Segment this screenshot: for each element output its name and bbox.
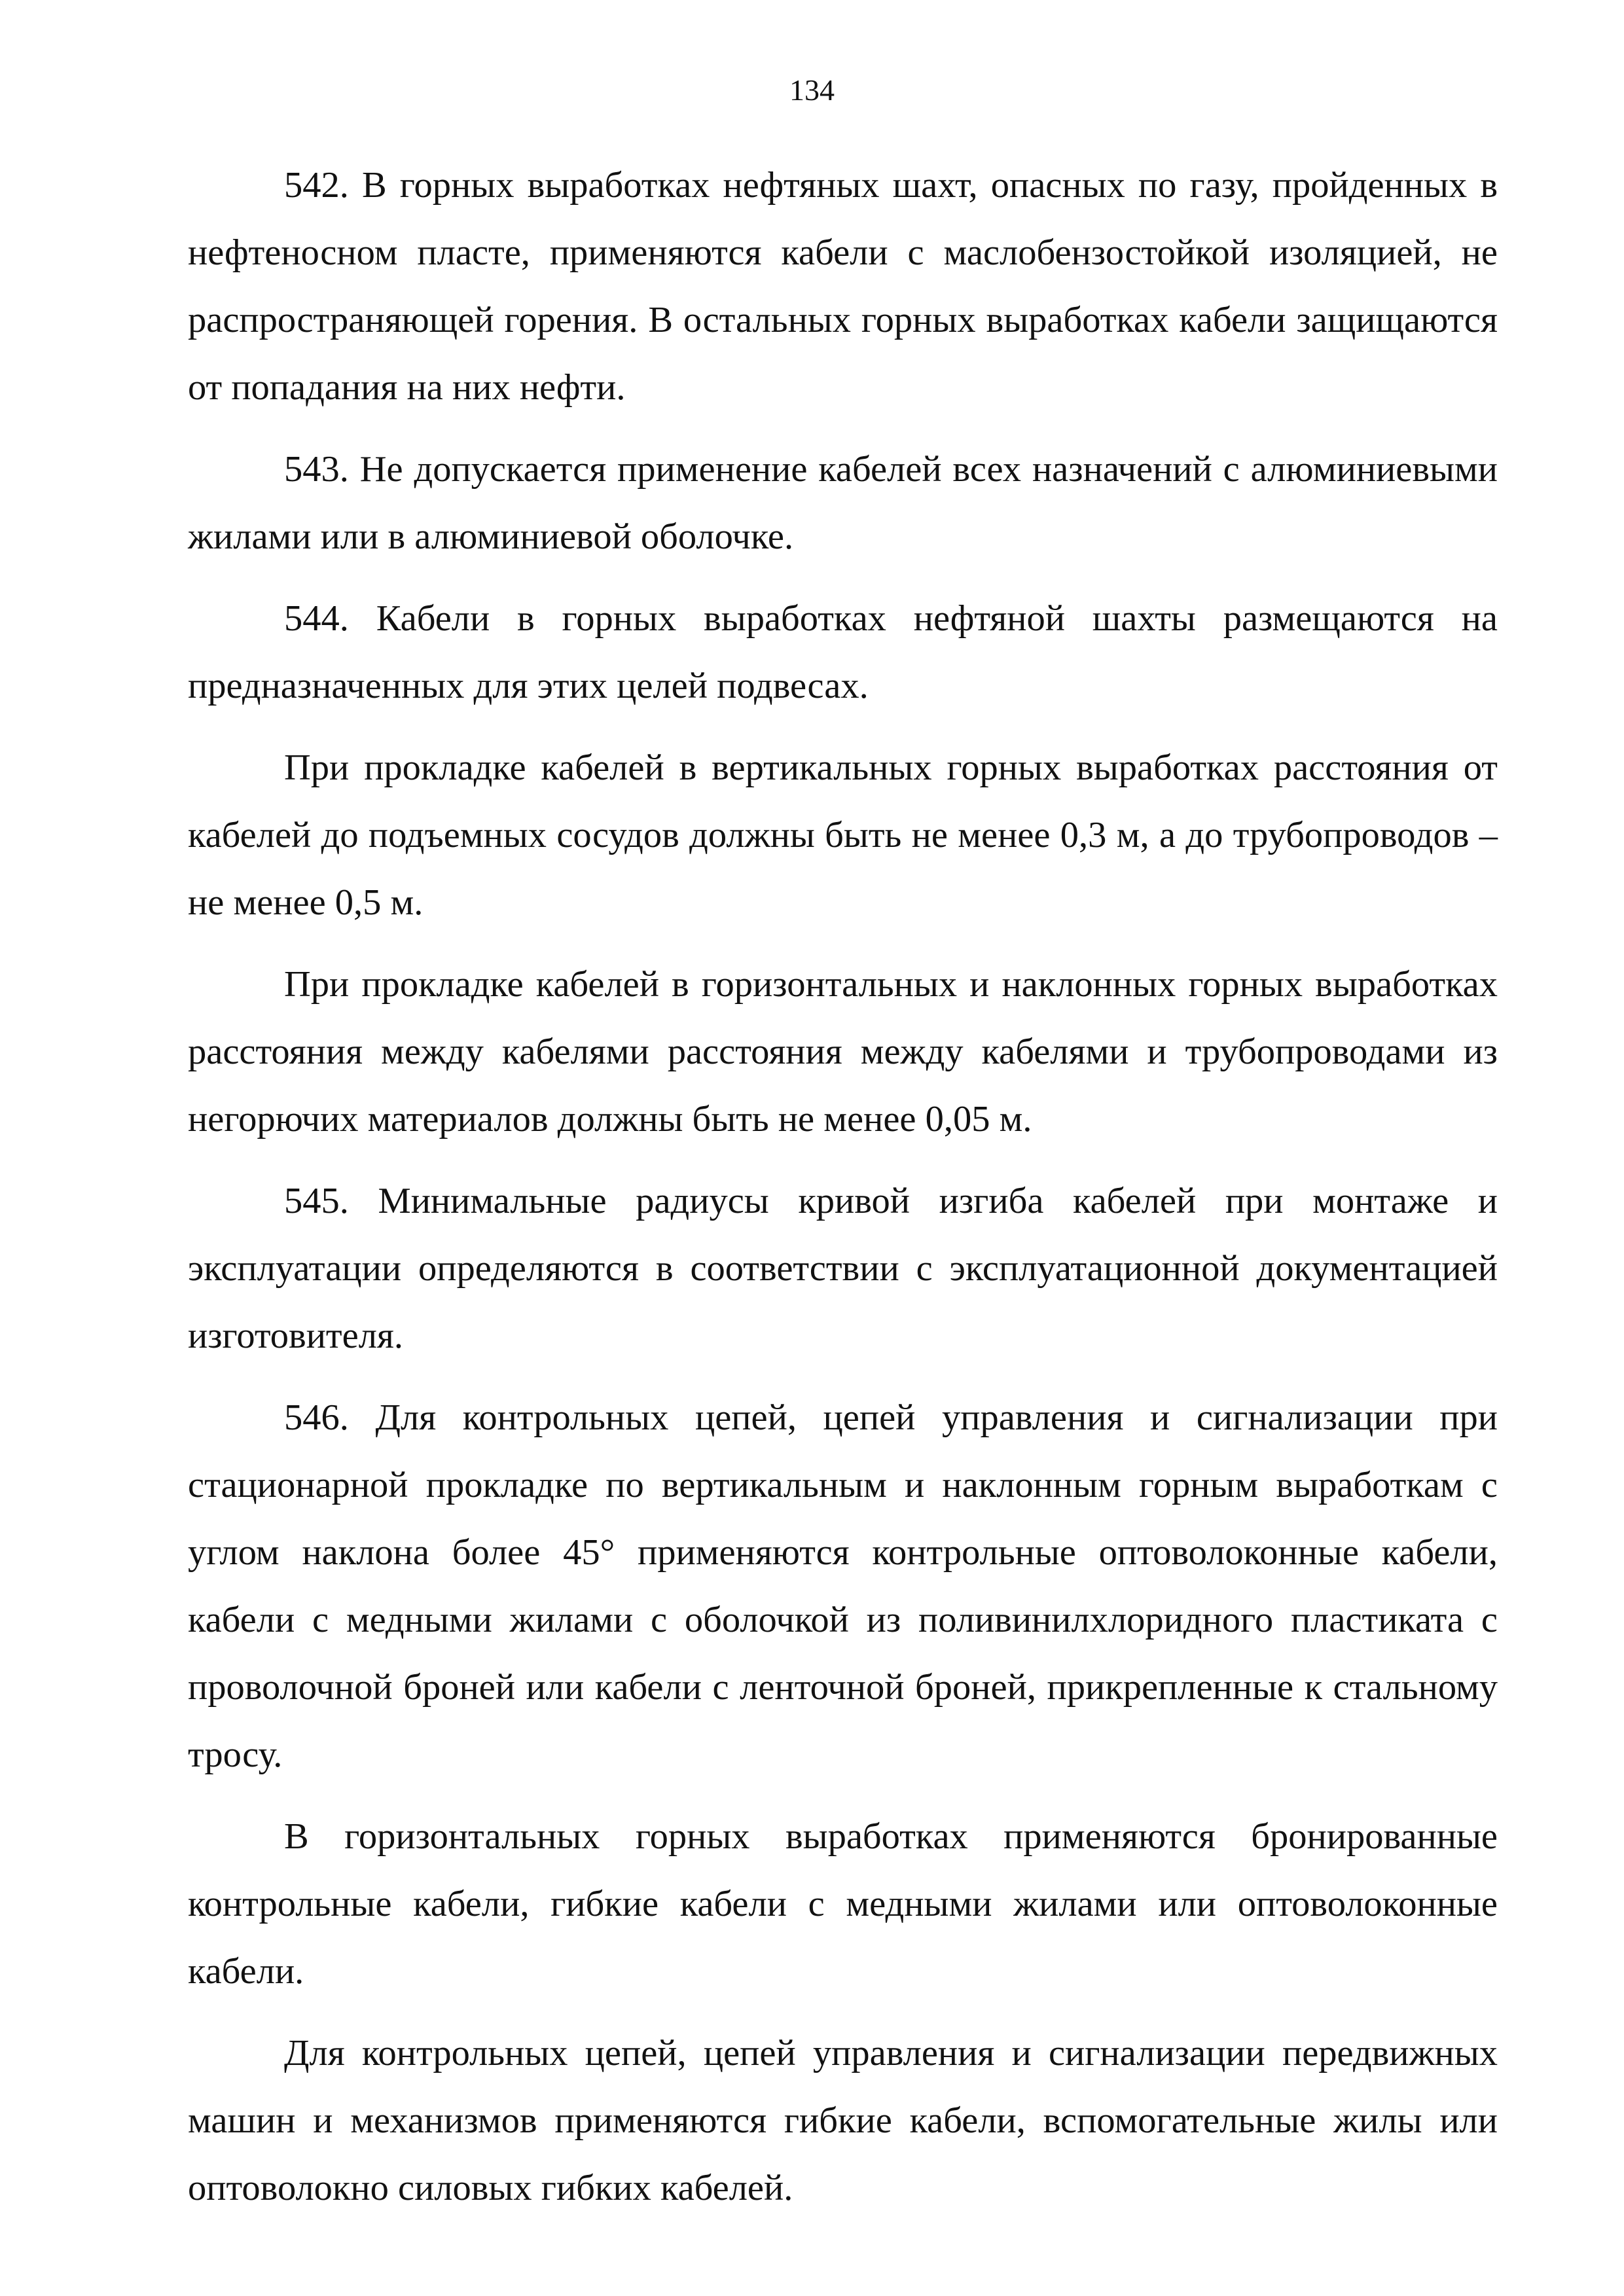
paragraph-horizontal-cables: В горизонтальных горных выработках применяются бронированные контрольные кабели, гибкие кабели с медными жилами или оптоволоконные кабели.: [188, 1816, 1498, 1992]
paragraph-544: 544. Кабели в горных выработках нефтяной шахты размещаются на предназначенных для этих целей подвесах.: [188, 598, 1498, 706]
paragraph-545: 545. Минимальные радиусы кривой изгиба кабелей при монтаже и эксплуатации определяются в соответствии с эксплуатационной документацией изготовителя.: [188, 1181, 1498, 1356]
page-number: 134: [789, 73, 835, 107]
paragraph-543: 543. Не допускается применение кабелей всех назначений с алюминиевыми жилами или в алюминиевой оболочке.: [188, 449, 1498, 557]
paragraph-542: 542. В горных выработках нефтяных шахт, опасных по газу, пройденных в нефтеносном пласте, применяются кабели с маслобензостойкой изоляцией, не распространяющей горения. В остальных горных выработках кабели защищаются от попадания на них нефти.: [188, 165, 1498, 408]
paragraph-horizontal-distances: При прокладке кабелей в горизонтальных и наклонных горных выработках расстояния между кабелями расстояния между кабелями и трубопроводами из негорючих материалов должны быть не менее 0,05 м.: [188, 964, 1498, 1139]
document-body: [188, 152, 1498, 2222]
paragraph-mobile-machines: Для контрольных цепей, цепей управления и сигнализации передвижных машин и механизмов применяются гибкие кабели, вспомогательные жилы или оптоволокно силовых гибких кабелей.: [188, 2033, 1498, 2208]
paragraph-vertical-distances: При прокладке кабелей в вертикальных горных выработках расстояния от кабелей до подъемных сосудов должны быть не менее 0,3 м, а до трубопроводов – не менее 0,5 м.: [188, 747, 1498, 923]
paragraph-546: 546. Для контрольных цепей, цепей управления и сигнализации при стационарной прокладке по вертикальным и наклонным горным выработкам с углом наклона более 45° применяются контрольные оптоволоконные кабели, кабели с медными жилами с оболочкой из поливинилхлоридного пластиката с проволочной броней или кабели с ленточной броней, прикрепленные к стальному тросу.: [188, 1397, 1498, 1775]
